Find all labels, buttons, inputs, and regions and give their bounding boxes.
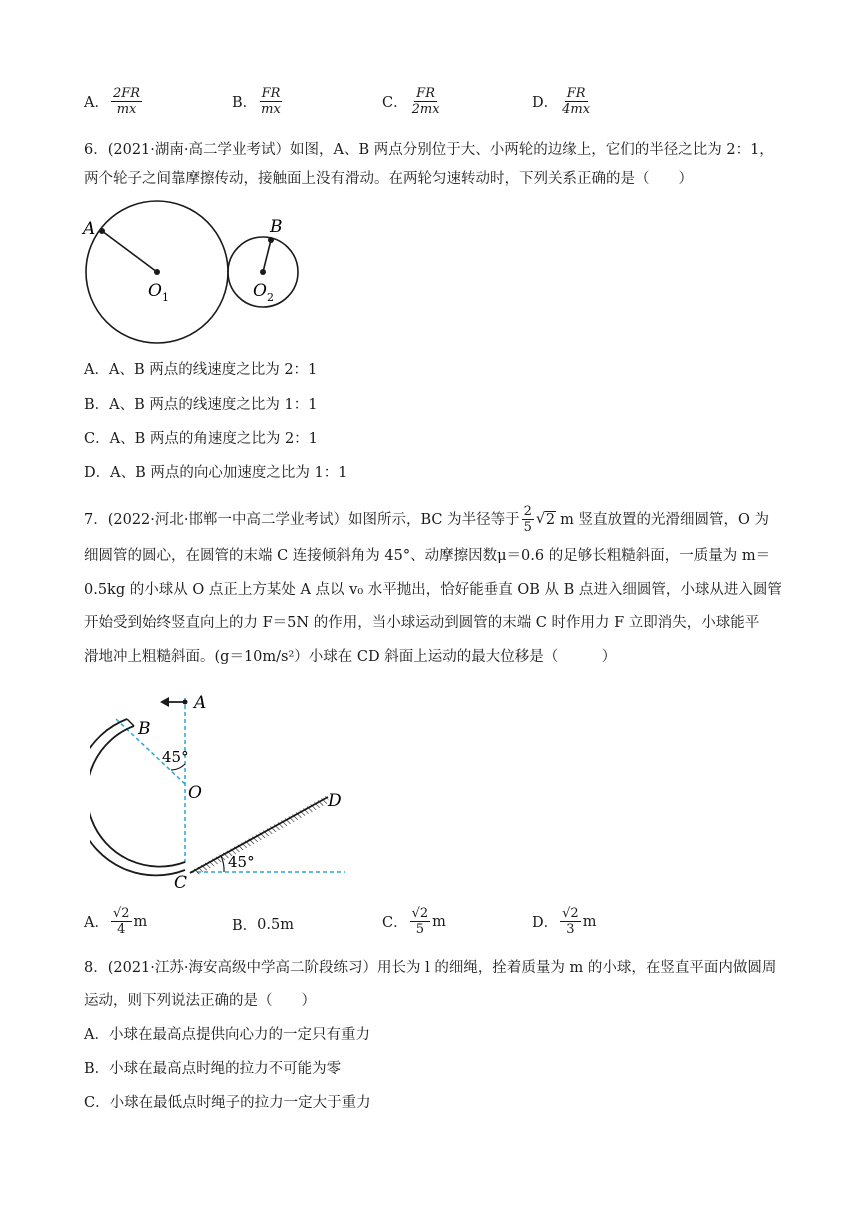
label-b: B [270,217,283,237]
q6-option-c: C．A、B 两点的角速度之比为 2：1 [84,431,318,447]
incline-cd [190,797,328,873]
q7-stem-line2: 细圆管的圆心，在圆管的末端 C 连接倾斜角为 45°、动摩擦因数μ＝0.6 的足够长粗糙斜面，一质量为 m＝ [84,548,771,564]
arrow-head [160,697,169,707]
q8-option-c: C．小球在最低点时绳子的拉力一定大于重力 [84,1095,371,1111]
q8-option-b: B．小球在最高点时绳的拉力不可能为零 [84,1061,342,1077]
q7-option-c: C． $\frac{√2}{5}$ m [382,906,446,937]
q6-stem-line2: 两个轮子之间靠摩擦传动，接触面上没有滑动。在两轮匀速转动时，下列关系正确的是（ ） [84,171,693,187]
option-label: A． [84,915,109,931]
q7-stem-line1: 7．(2022·河北·邯郸一中高二学业考试）如图所示，BC 为半径等于 $\frac{2}{5}$ √ 2 m 竖直放置的光滑细圆管，O 为 [84,504,769,535]
angle-label-top: 45° [162,748,189,766]
fraction: $\frac{√2}{5}$ [411,906,429,937]
q6-option-d: D．A、B 两点的向心加速度之比为 1：1 [84,465,348,481]
center-o2 [260,269,266,275]
q7-stem-line3: 0.5kg 的小球从 O 点正上方某处 A 点以 v₀ 水平抛出，恰好能垂直 OB 从 B 点进入细圆管，小球从进入圆管 [84,582,782,598]
option-label: B． [232,918,258,934]
option-label: C． [382,915,408,931]
fraction: $\frac{2}{5}$ [523,504,532,535]
label-o2-sub: 2 [267,291,274,304]
label-o2: O [253,281,267,301]
q8-stem-line1: 8．(2021·江苏·海安高级中学高二阶段练习）用长为 l 的细绳，拴着质量为 m 的小球，在竖直平面内做圆周 [84,960,777,976]
fraction: $\frac{√2}{4}$ [112,906,130,937]
q8-stem-line2: 运动，则下列说法正确的是（ ） [84,993,316,1009]
fraction: $\frac{2FR}{mx}$ [112,86,141,117]
option-label: C． [382,95,408,111]
label-d: D [328,791,342,811]
q6-option-a: A．A、B 两点的线速度之比为 2：1 [84,362,318,378]
label-b: B [138,719,151,739]
label-o1: O [148,281,162,301]
label-o: O [188,783,202,803]
angle-label-bottom: 45° [228,853,255,871]
q5-option-c [382,86,444,117]
option-label: B． [232,95,258,111]
label-a: A [83,219,96,239]
q7-stem-line5: 滑地冲上粗糙斜面。(g＝10m/s²）小球在 CD 斜面上运动的最大位移是（ ） [84,649,617,665]
label-c: C [174,873,188,893]
point-b [268,237,274,243]
q5-option-b [232,86,285,117]
q7-stem-line4: 开始受到始终竖直向上的力 F＝5N 的作用，当小球运动到圆管的末端 C 时作用力 F 立即消失，小球能平 [84,615,760,631]
fraction: $\frac{√2}{3}$ [562,906,579,937]
q7-tube-figure [90,686,370,896]
q7-option-d: D． $\frac{√2}{3}$ m [532,906,597,937]
center-o1 [154,269,160,275]
fraction: $\frac{FR}{2mx}$ [411,86,440,117]
q6-wheels-figure [80,196,320,346]
q7-option-b: B． 0.5m [232,914,294,935]
option-label: D． [532,915,559,931]
option-label: A． [84,95,109,111]
q5-option-d [532,86,594,117]
fraction: $\frac{FR}{mx}$ [261,86,281,117]
q8-option-a: A．小球在最高点提供向心力的一定只有重力 [84,1027,370,1043]
tube-outer-wall [90,719,185,875]
q7-option-a: A． $\frac{√2}{4}$ m [84,906,148,937]
label-o1-sub: 1 [162,291,169,304]
label-a: A [194,693,207,713]
point-a [99,228,105,234]
option-label: D． [532,95,559,111]
q5-option-a [84,86,144,117]
q6-stem-line1: 6．(2021·湖南·高二学业考试）如图，A、B 两点分别位于大、小两轮的边缘上，它们的半径之比为 2：1， [84,142,774,158]
radius-o2b [263,240,271,272]
point-a [183,700,188,705]
fraction: $\frac{FR}{4mx}$ [562,86,591,117]
radius-o1a [102,231,157,272]
q6-option-b: B．A、B 两点的线速度之比为 1：1 [84,397,318,413]
sqrt: √ 2 [536,510,556,530]
